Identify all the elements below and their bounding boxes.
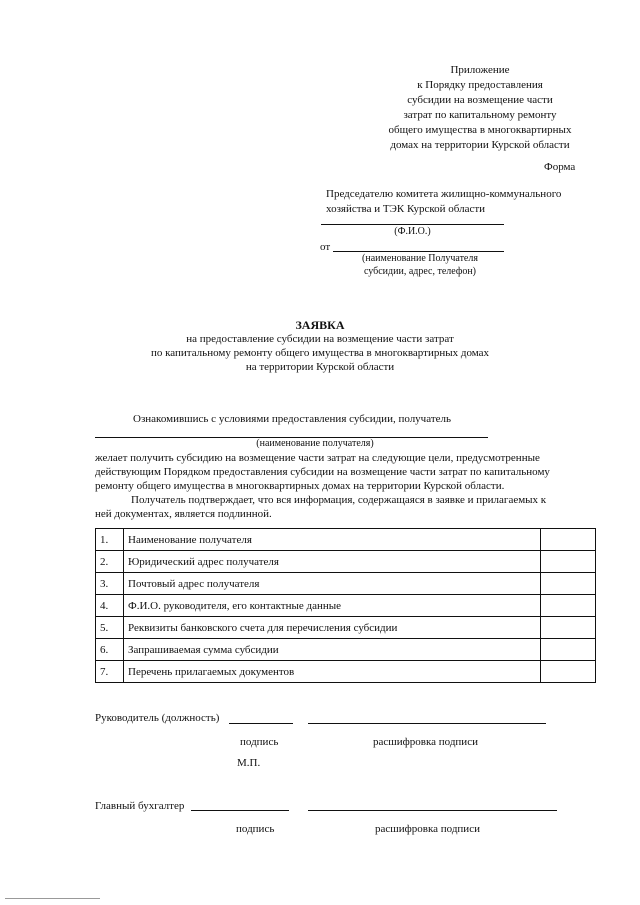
from-label: от [320,241,331,253]
accountant-decode-line[interactable] [308,810,557,811]
from-fill-line [333,251,504,252]
accountant-label: Главный бухгалтер [95,800,185,812]
row-number: 7. [96,661,124,683]
row-label: Реквизиты банковского счета для перечисления субсидии [124,617,541,639]
appendix-block [340,63,620,153]
row-value-cell[interactable] [541,529,596,551]
paragraph-line: ней документах, является подлинной. [95,508,272,520]
row-value-cell[interactable] [541,661,596,683]
form-label: Форма [544,161,576,173]
row-number: 2. [96,551,124,573]
appendix-line: общего имущества в многоквартирных [388,124,572,136]
row-label: Почтовый адрес получателя [124,573,541,595]
appendix-line: субсидии на возмещение части [407,94,553,106]
recipient-caption: (наименование получателя) [256,438,374,449]
paragraph-line: желает получить субсидию на возмещение части затрат на следующие цели, предусмотренные [95,452,540,464]
appendix-line: домах на территории Курской области [390,139,570,151]
appendix-line: к Порядку предоставления [417,79,543,91]
head-decode-line[interactable] [308,723,546,724]
table-row [96,617,596,639]
row-label: Запрашиваемая сумма субсидии [124,639,541,661]
table-row [96,573,596,595]
fio-fill-line [321,224,504,225]
row-label: Наименование получателя [124,529,541,551]
paragraph-line: действующим Порядком предоставления субсидии на возмещение части затрат по капитальному [95,466,550,478]
row-value-cell[interactable] [541,573,596,595]
decode-caption-2: расшифровка подписи [375,823,480,835]
decode-caption: расшифровка подписи [373,736,478,748]
purpose-paragraph [95,451,595,521]
row-value-cell[interactable] [541,617,596,639]
row-number: 6. [96,639,124,661]
appendix-line: затрат по капитальному ремонту [403,109,557,121]
row-label: Юридический адрес получателя [124,551,541,573]
addressee-line-2: хозяйства и ТЭК Курской области [326,203,486,215]
appendix-line: Приложение [450,64,510,76]
row-value-cell[interactable] [541,595,596,617]
addressee-line-1: Председателю комитета жилищно-коммунального [326,188,562,200]
signature-caption: подпись [240,736,279,748]
from-caption-1: (наименование Получателя [362,253,478,264]
title-line-2: по капитальному ремонту общего имущества в многоквартирных домах [150,347,490,359]
row-label: Ф.И.О. руководителя, его контактные данные [124,595,541,617]
row-number: 4. [96,595,124,617]
paragraph-line: Получатель подтверждает, что вся информация, содержащаяся в заявке и прилагаемых к [131,494,547,506]
table-row [96,529,596,551]
intro-text: Ознакомившись с условиями предоставления субсидии, получатель [133,413,452,425]
title-line-1: на предоставление субсидии на возмещение части затрат [186,333,454,345]
head-label: Руководитель (должность) [95,712,220,724]
row-number: 3. [96,573,124,595]
accountant-signature-line[interactable] [191,810,289,811]
table-row [96,595,596,617]
signature-caption-2: подпись [236,823,275,835]
title-line-3: на территории Курской области [245,361,395,373]
row-value-cell[interactable] [541,551,596,573]
fio-caption: (Ф.И.О.) [394,226,431,237]
document-title: ЗАЯВКА [295,318,345,332]
row-number: 5. [96,617,124,639]
row-label: Перечень прилагаемых документов [124,661,541,683]
table-row [96,661,596,683]
row-number: 1. [96,529,124,551]
from-caption-2: субсидии, адрес, телефон) [363,266,477,277]
stamp-label: М.П. [237,757,261,769]
row-value-cell[interactable] [541,639,596,661]
table-row [96,551,596,573]
bottom-rule [5,898,100,899]
paragraph-line: ремонту общего имущества в многоквартирных домах на территории Курской области. [95,480,505,492]
head-signature-line[interactable] [229,723,293,724]
application-table [95,528,596,683]
table-row [96,639,596,661]
